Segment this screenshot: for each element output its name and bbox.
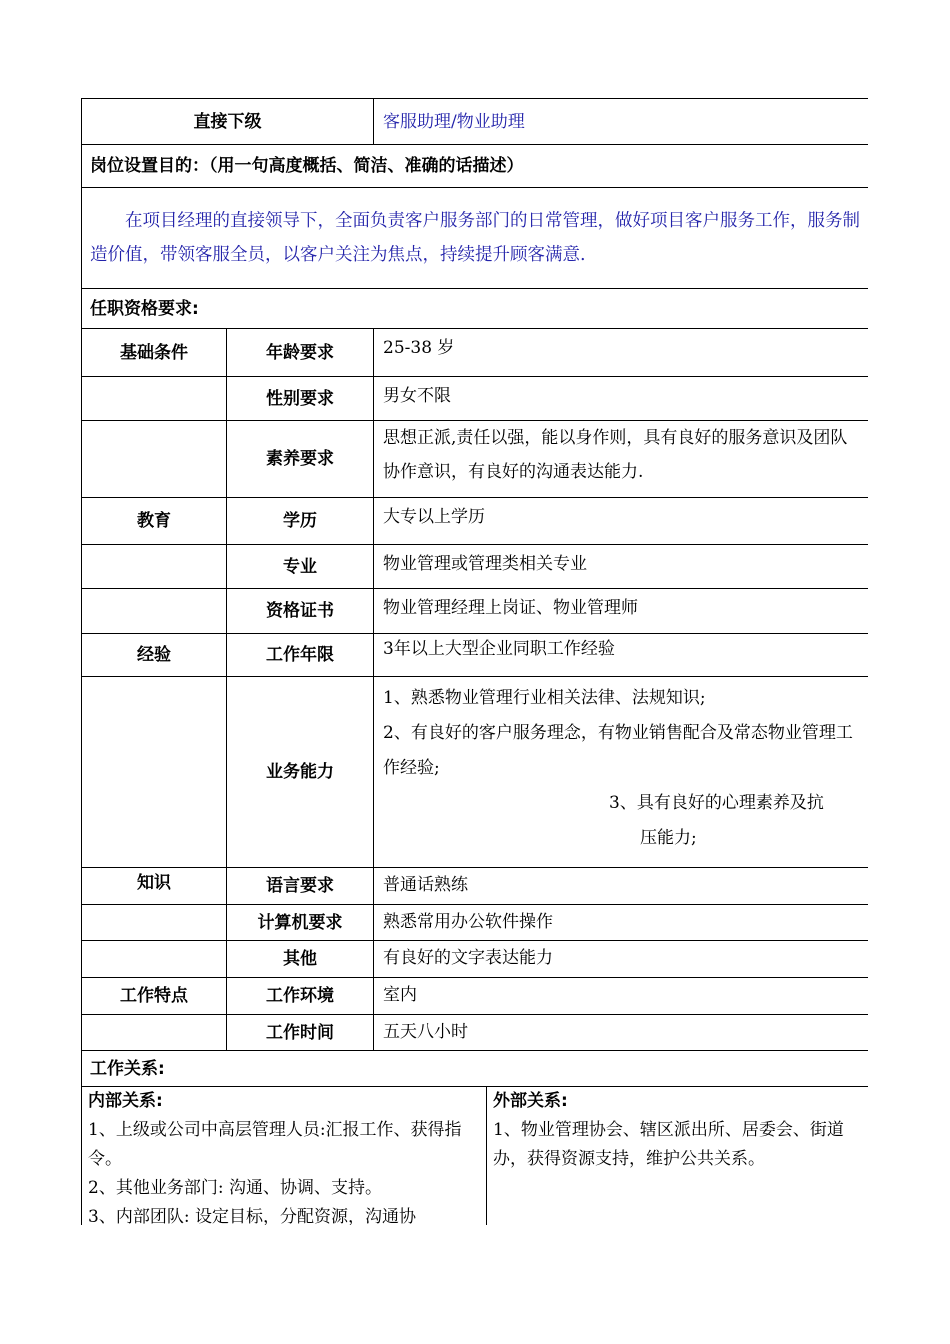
group-empty-cell [82, 421, 227, 498]
internal-relation-item: 1、上级或公司中高层管理人员:汇报工作、获得指令。 [88, 1120, 462, 1169]
value-hours: 五天八小时 [374, 1015, 869, 1051]
label-other: 其他 [227, 941, 374, 978]
label-certificate: 资格证书 [227, 589, 374, 634]
group-empty-cell [82, 589, 227, 634]
job-description-document [81, 98, 868, 1225]
group-empty-cell [82, 545, 227, 589]
value-years: 3年以上大型企业同职工作经验 [374, 634, 869, 677]
group-empty-cell [82, 905, 227, 941]
job-description-table [81, 98, 868, 1225]
label-computer: 计算机要求 [227, 905, 374, 941]
internal-relations-title: 内部关系: [88, 1091, 163, 1111]
label-hours: 工作时间 [227, 1015, 374, 1051]
group-knowledge: 知识 [82, 868, 227, 905]
label-years: 工作年限 [227, 634, 374, 677]
external-relations [487, 1087, 869, 1226]
value-ability [374, 677, 869, 868]
group-education: 教育 [82, 498, 227, 545]
ability-item: 压能力; [640, 828, 697, 848]
external-relation-item: 1、物业管理协会、辖区派出所、居委会、街道办，获得资源支持，维护公共关系。 [493, 1120, 844, 1169]
value-gender: 男女不限 [374, 377, 869, 421]
label-ability: 业务能力 [227, 677, 374, 868]
internal-relations [82, 1087, 487, 1226]
label-gender: 性别要求 [227, 377, 374, 421]
internal-relation-item: 3、内部团队: 设定目标，分配资源，沟通协 [88, 1207, 416, 1225]
group-empty-cell [82, 677, 227, 868]
value-major: 物业管理或管理类相关专业 [374, 545, 869, 589]
internal-relation-item: 2、其他业务部门: 沟通、协调、支持。 [88, 1178, 382, 1198]
purpose-text: 在项目经理的直接领导下，全面负责客户服务部门的日常管理，做好项目客户服务工作，服务制造价值，带领客服全员，以客户关注为焦点，持续提升顾客满意. [82, 188, 869, 289]
group-empty-cell [82, 1015, 227, 1051]
subordinate-value: 客服助理/物业助理 [374, 99, 869, 145]
label-degree: 学历 [227, 498, 374, 545]
value-computer: 熟悉常用办公软件操作 [374, 905, 869, 941]
label-language: 语言要求 [227, 868, 374, 905]
value-degree: 大专以上学历 [374, 498, 869, 545]
subordinate-label: 直接下级 [82, 99, 374, 145]
label-major: 专业 [227, 545, 374, 589]
label-age: 年龄要求 [227, 329, 374, 377]
label-environment: 工作环境 [227, 978, 374, 1015]
ability-item: 3、具有良好的心理素养及抗 [609, 793, 824, 813]
group-empty-cell [82, 941, 227, 978]
qualifications-heading: 任职资格要求: [82, 289, 869, 329]
value-environment: 室内 [374, 978, 869, 1015]
relations-heading: 工作关系: [82, 1051, 869, 1087]
value-quality: 思想正派,责任以强，能以身作则，具有良好的服务意识及团队协作意识，有良好的沟通表达能力. [374, 421, 869, 498]
group-experience: 经验 [82, 634, 227, 677]
group-work-traits: 工作特点 [82, 978, 227, 1015]
value-certificate: 物业管理经理上岗证、物业管理师 [374, 589, 869, 634]
ability-item: 1、熟悉物业管理行业相关法律、法规知识; [383, 688, 706, 708]
external-relations-title: 外部关系: [493, 1091, 568, 1111]
value-age: 25-38 岁 [374, 329, 869, 377]
group-basic: 基础条件 [82, 329, 227, 377]
purpose-heading: 岗位设置目的：（用一句高度概括、简洁、准确的话描述） [82, 145, 869, 188]
value-other: 有良好的文字表达能力 [374, 941, 869, 978]
value-language: 普通话熟练 [374, 868, 869, 905]
group-empty-cell [82, 377, 227, 421]
ability-item: 2、有良好的客户服务理念，有物业销售配合及常态物业管理工作经验; [383, 723, 853, 778]
label-quality: 素养要求 [227, 421, 374, 498]
